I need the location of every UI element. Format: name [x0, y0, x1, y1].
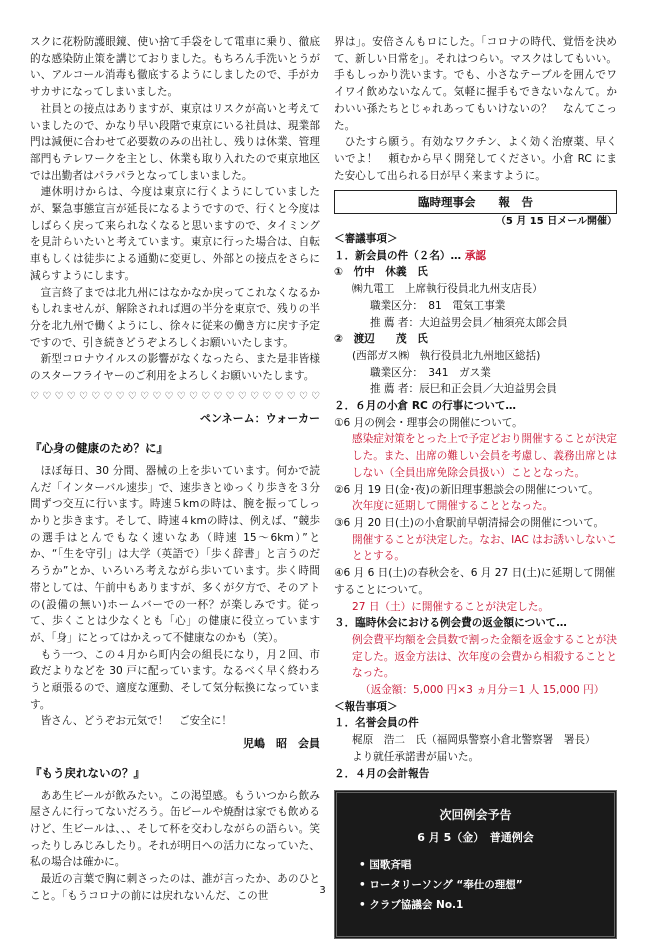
page-number: 3 [319, 885, 326, 896]
report-detail: より就任承諾書が届いた。 [352, 750, 480, 763]
author-signature: 児嶋 昭 会員 [243, 737, 320, 751]
decision-text: 27 日（土）に開催することが決定した。 [352, 600, 549, 613]
sub-item: ①6 月の例会・理事会の開催について。 [334, 416, 523, 429]
report-item: １．名誉会員の件 [334, 717, 419, 730]
member-name: ① 竹中 休義 氏 [334, 266, 428, 279]
paragraph: ひたすら願う。有効なワクチン、よく効く治療薬、早くいでよ！ 頼むから早く開発してください。小倉 RC にまた安心して出られる日が早く来ますように。 [334, 136, 617, 182]
decision-text: 感染症対策をとった上で予定どおり開催することが決定した。また、出席の難しい会員を考慮し、義務出席とはしない（全員出席免除会員扱い）こととなった。 [352, 433, 617, 479]
agenda-item: １．新会員の件（２名）… 承認 [334, 249, 487, 262]
member-affiliation: (西部ガス㈱ 執行役員北九州地区総括) [352, 349, 541, 362]
next-meeting-notice [334, 790, 617, 939]
agenda-item: ２．６月の小倉 RC の行事について… [334, 400, 517, 413]
decision-text: 開催することが決定した。なお、IAC はお誘いしないこととする。 [352, 533, 617, 563]
heart-divider: ♡ ♡ ♡ ♡ ♡ ♡ ♡ ♡ ♡ ♡ ♡ ♡ ♡ ♡ ♡ ♡ ♡ ♡ ♡ ♡ ♡ ♡ ♡ ♡ [30, 390, 320, 402]
member-sponsors: 推 薦 者：大迫益男会員／柚須亮太郎会員 [370, 316, 568, 329]
agenda-item: ３．臨時休会における例会費の返金額について… [334, 617, 567, 630]
member-category: 職業区分： 341 ガス業 [370, 366, 491, 379]
approved-label: 承認 [464, 249, 487, 262]
section-heading: ＜報告事項＞ [334, 700, 398, 713]
paragraph: 社員との接点はありますが、東京はリスクが高いと考えていましたので、かなり早い段階で東京にいる社員は、現業部門は減便に合わせて必要数のみの出社し、残りは休業、管理部門もテレワークを主とし、休業も取り入れたので東京地区では出勤者はパラパラとなってしまいました。 [30, 102, 320, 182]
meeting-date: （5 月 15 日メール開催） [495, 216, 617, 228]
member-sponsors: 推 薦 者：辰巳和正会員／大迫益男会員 [370, 383, 557, 396]
notice-title: 次回例会予告 [439, 808, 512, 823]
sub-item: ④6 月 6 日(土)の春秋会を、6 月 27 日(土)に延期して開催することについて。 [334, 567, 616, 596]
paragraph: 新型コロナウイルスの影響がなくなったら、また是非皆様のスターフライヤーのご利用をよろしくお願いいたします。 [30, 353, 320, 383]
paragraph: ああ生ビールが飲みたい。この渇望感。もういつから飲み屋さんに行ってないだろう。缶ビールや焼酎は家でも飲めるけど、生ビールは、、、そして杯を交わしながらの語らい。笑ったりしみじみしたり。それが明日への活力になっていた、私の場合は確かに。 [30, 789, 320, 869]
section-heading: ＜審議事項＞ [334, 233, 398, 246]
paragraph: 連休明けからは、今度は東京に行くようにしていましたが、緊急事態宣言が延長になるようですので、行くと今度はしばらく戻って来られなくなると思いますので、タイミングを見計らいたいと考えています。東京に行った場合は、自転車もしくは徒歩による通勤に変更し、外部との接点をさらに減らすようにします。 [30, 186, 320, 282]
right-column [334, 34, 617, 939]
paragraph: 皆さん、どうぞお元気で！ ご安全に！ [40, 715, 232, 728]
paragraph: 最近の言葉で胸に刺さったのは、誰が言ったか、あのひとこと。「もうコロナの前には戻れないんだ、この世 [30, 873, 320, 902]
sub-item: ②6 月 19 日(金･夜)の新旧理事懇談会の開催について。 [334, 483, 599, 496]
notice-date: 6 月 5（金） 普通例会 [417, 830, 534, 844]
notice-item: • ロータリーソング “奉仕の理想” [359, 875, 614, 895]
refund-amount: （返金額：5,000 円×3 ヵ月分＝1 人 15,000 円） [360, 684, 605, 697]
report-item: ２．４月の会計報告 [334, 767, 430, 780]
member-name: ② 渡辺 茂 氏 [334, 333, 428, 346]
decision-text: 次年度に延期して開催することとなった。 [352, 500, 554, 513]
left-column [30, 34, 320, 904]
paragraph: ほぼ毎日、30 分間、器械の上を歩いています。何かで読んだ「インターバル速歩」で、速歩きとゆっくり歩きを３分間ずつ交互に行います。時速５kmの時は、腕を振ってしっかりと歩きます。そして、時速４kmの時は、例えば、“競歩の選手はとんでもなく速いなあ（時速 15〜6km）”とか、“「生を守引」は大学（英語で）「歩く辞書」と言うのだろうか”とか、いろいろ考えながら歩いています。歩く時間帯としては、午前中もありますが、多くが夕方で、そのアトの(設備の無い)ホームバーでの一杯？が楽しみです。従って、歩くことは少なくとも「心」の健康に役立っていますが、「身」にとってはかえって不健康なのかも（笑）。 [30, 464, 320, 644]
article-title: 『心身の健康のため？に』 [30, 441, 168, 456]
report-detail: 梶原 浩二 氏（福岡県警察小倉北警察署 署長） [352, 734, 596, 747]
member-affiliation: ㈱九電工 上席執行役員北九州支店長） [352, 283, 543, 296]
meeting-title: 臨時理事会 報 告 [334, 190, 617, 214]
paragraph: 界は」。安倍さんもロにした。「コロナの時代、覚悟を決めて、新しい日常を」。それはつらい。マスクはしてもいい。手もしっかり洗います。でも、小さなテーブルを囲んでワイワイ飲めないなんて。気軽に握手もできないなんて。かわいい孫たちとじゃれあってもいけないの？ なんてこった。 [334, 36, 617, 132]
sub-item: ③6 月 20 日(土)の小倉駅前早朝清掃会の開催について。 [334, 516, 605, 529]
notice-item: • クラブ協議会 No.1 [359, 895, 614, 915]
author-signature: ペンネーム：ウォーカー [199, 412, 320, 426]
decision-text: 例会費平均額を会員数で割った金額を返金することが決定した。返金方法は、次年度の会費から相殺することとなった。 [352, 633, 617, 680]
member-category: 職業区分： 81 電気工事業 [370, 299, 506, 312]
paragraph: スクに花粉防護眼鏡、使い捨て手袋をして電車に乗り、徹底的な感染防止策を講じておりました。もちろん手洗いとうがい、アルコール消毒も徹底するようにしましたので、手がカサカサになってしまいました。 [30, 36, 320, 99]
paragraph: 宣言終了までは北九州にはなかなか戻ってこれなくなるかもしれませんが、解除されれば週の半分を東京で、残りの半分を北九州で働くようにし、徐々に従来の働き方に戻す予定ですので、引き続きどうぞよろしくお願いいたします。 [30, 286, 320, 349]
article-title: 『もう戻れないの？』 [30, 765, 145, 780]
paragraph: もう一つ、この４月から町内会の組長になり，月２回、市政だよりなどを 30 戸に配っています。なるべく早く終わろうと頑張るので、適度な運動、そして気分転換になっています。 [30, 648, 320, 711]
notice-item: • 国歌斉唱 [359, 855, 614, 875]
